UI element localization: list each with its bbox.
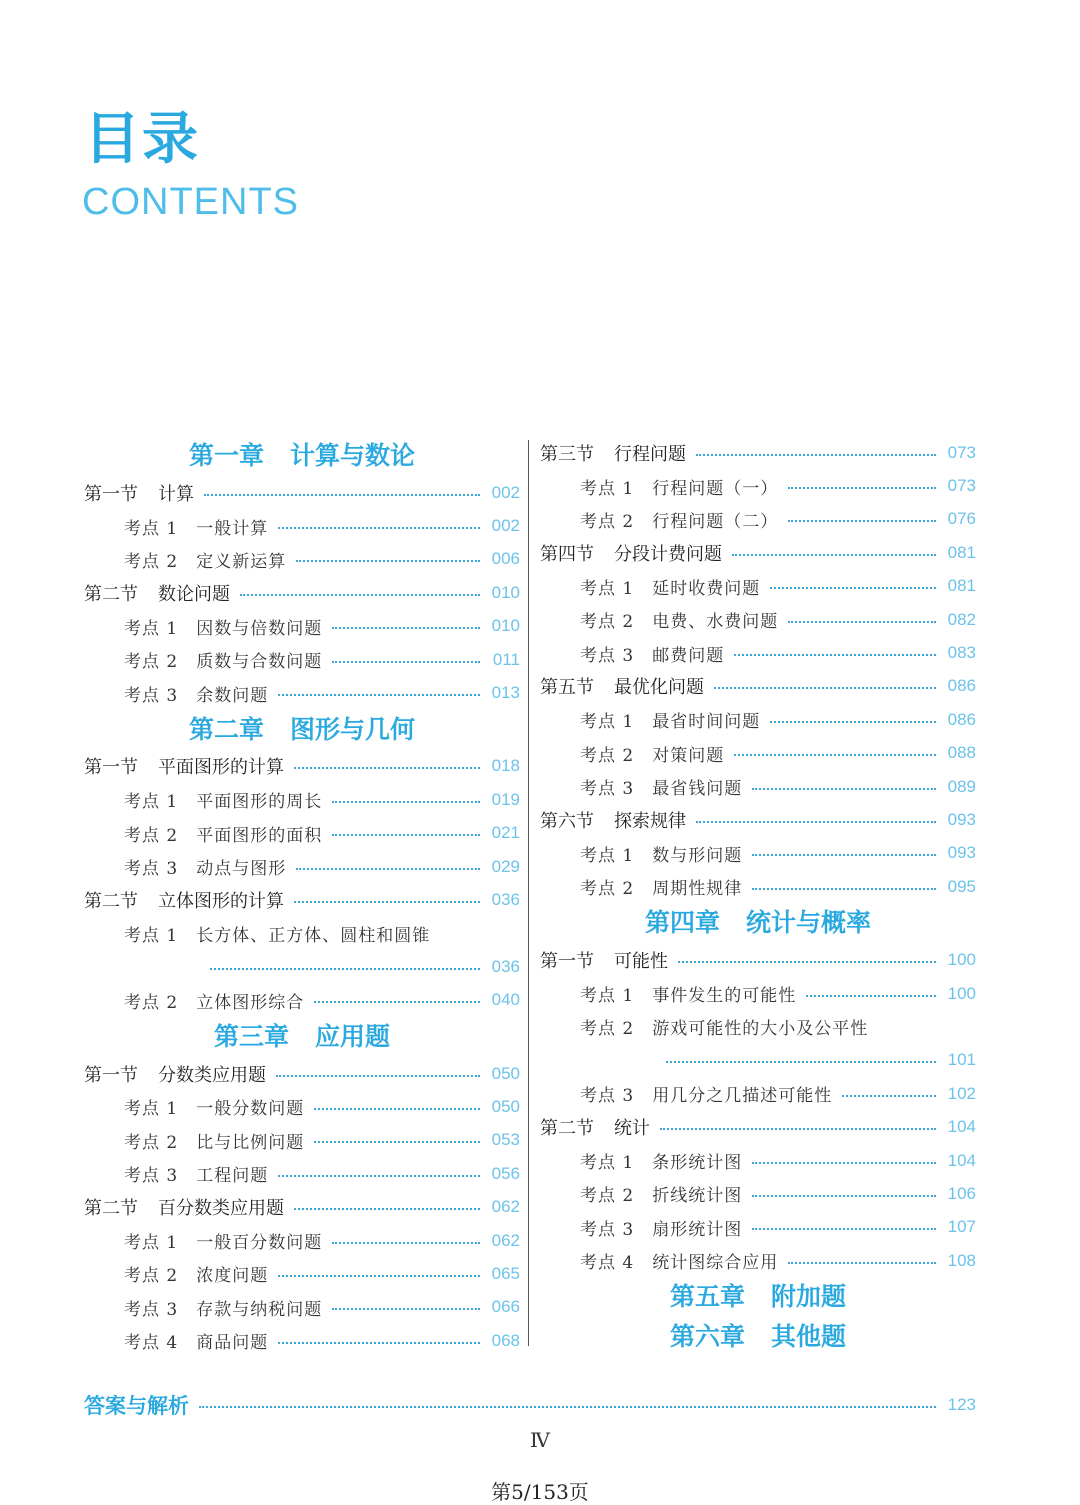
dot-leader <box>788 1262 936 1264</box>
page-number: 101 <box>947 1050 976 1070</box>
toc-section-entry[interactable] <box>84 476 520 509</box>
kaodian-number: 考点 1 <box>580 478 635 499</box>
kaodian-number: 考点 2 <box>124 825 179 846</box>
toc-kaodian-entry[interactable] <box>540 570 976 603</box>
toc-section-entry[interactable] <box>540 670 976 703</box>
toc-kaodian-entry[interactable] <box>540 977 976 1010</box>
kaodian-title: 比与比例问题 <box>196 1132 305 1153</box>
page-number: 123 <box>947 1395 976 1414</box>
dot-leader <box>770 721 936 723</box>
toc-left-column <box>84 436 520 1357</box>
page-number: 106 <box>947 1183 976 1203</box>
page-number: 073 <box>947 476 976 496</box>
dot-leader <box>314 1001 480 1003</box>
dot-leader <box>332 1242 480 1244</box>
dot-leader <box>678 961 936 963</box>
kaodian-title: 定义新运算 <box>196 551 287 572</box>
kaodian-number: 考点 3 <box>580 645 635 666</box>
section-title: 平面图形的计算 <box>158 757 284 779</box>
page-number: 107 <box>947 1217 976 1237</box>
dot-leader <box>788 487 936 489</box>
toc-entry-answers[interactable] <box>84 1390 976 1420</box>
toc-kaodian-entry[interactable] <box>84 643 520 676</box>
kaodian-number: 考点 3 <box>580 1219 635 1240</box>
kaodian-title: 扇形统计图 <box>652 1219 743 1240</box>
kaodian-number: 考点 1 <box>124 618 179 639</box>
toc-kaodian-entry[interactable] <box>540 636 976 669</box>
kaodian-number: 考点 3 <box>124 859 179 880</box>
section-number: 第四节 <box>540 543 594 565</box>
dot-leader <box>278 1175 480 1177</box>
kaodian-number: 考点 2 <box>124 1266 179 1287</box>
page-number: 010 <box>491 582 520 602</box>
page-title: 目录 <box>84 107 200 172</box>
toc-kaodian-entry[interactable] <box>540 503 976 536</box>
page-number: 019 <box>491 789 520 809</box>
page-number: 081 <box>947 542 976 562</box>
kaodian-title: 立体图形综合 <box>196 992 305 1013</box>
page-number: 100 <box>947 983 976 1003</box>
kaodian-number: 考点 2 <box>580 745 635 766</box>
dot-leader <box>314 1108 480 1110</box>
section-title: 计算 <box>158 483 194 505</box>
chapter-heading <box>540 1277 976 1317</box>
toc-section-entry[interactable] <box>84 750 520 783</box>
page-number: 086 <box>947 676 976 696</box>
toc-kaodian-entry[interactable] <box>84 1124 520 1157</box>
dot-leader <box>734 654 936 656</box>
chapter-title: 图形与几何 <box>290 714 416 744</box>
toc-kaodian-entry[interactable] <box>540 770 976 803</box>
kaodian-title: 用几分之几描述可能性 <box>652 1086 833 1107</box>
kaodian-number: 考点 1 <box>580 1153 635 1173</box>
page-number: 050 <box>491 1063 520 1083</box>
kaodian-number: 考点 4 <box>580 1253 635 1274</box>
kaodian-title: 最省钱问题 <box>652 779 743 800</box>
chapter-number: 第六章 <box>669 1322 745 1352</box>
dot-leader <box>314 1141 480 1143</box>
page-number: 006 <box>491 549 520 569</box>
dot-leader <box>752 1195 936 1197</box>
page-number: 050 <box>491 1096 520 1116</box>
toc-kaodian-entry[interactable] <box>84 783 520 816</box>
kaodian-title: 统计图综合应用 <box>652 1253 779 1274</box>
section-number: 第六节 <box>540 810 594 832</box>
page-number: 068 <box>491 1330 520 1350</box>
page-number: 062 <box>491 1197 520 1217</box>
section-number: 第二节 <box>84 1198 138 1220</box>
section-number: 第一节 <box>84 1064 138 1086</box>
dot-leader <box>294 901 480 903</box>
page-number: 082 <box>947 609 976 629</box>
kaodian-title: 余数问题 <box>196 685 269 706</box>
chapter-number: 第二章 <box>188 714 264 744</box>
dot-leader <box>296 868 480 870</box>
toc-kaodian-entry[interactable] <box>84 1257 520 1290</box>
page-number: 002 <box>491 516 520 536</box>
kaodian-title: 一般计算 <box>196 518 269 539</box>
chapter-heading <box>84 436 520 476</box>
kaodian-title: 游戏可能性的大小及公平性 <box>652 1019 869 1040</box>
kaodian-title: 因数与倍数问题 <box>196 618 323 639</box>
dot-leader <box>714 687 936 689</box>
toc-section-entry[interactable] <box>84 883 520 916</box>
chapter-title: 计算与数论 <box>290 441 416 470</box>
page-number: 100 <box>947 950 976 970</box>
section-title: 可能性 <box>614 951 668 973</box>
kaodian-title: 折线统计图 <box>652 1186 743 1207</box>
dot-leader <box>696 454 936 456</box>
page-number: 093 <box>947 809 976 829</box>
dot-leader <box>770 587 936 589</box>
kaodian-title: 平面图形的面积 <box>196 825 323 846</box>
toc-kaodian-entry[interactable] <box>540 603 976 636</box>
page-subtitle: CONTENTS <box>82 181 299 223</box>
dot-leader <box>666 1061 936 1063</box>
toc-kaodian-entry[interactable] <box>540 1211 976 1244</box>
page-number: 081 <box>947 576 976 596</box>
page-number: 065 <box>491 1263 520 1283</box>
section-title: 数论问题 <box>158 583 230 605</box>
dot-leader <box>332 661 480 663</box>
toc-kaodian-entry[interactable] <box>84 983 520 1016</box>
toc-section-entry[interactable] <box>540 943 976 976</box>
page-number: 056 <box>491 1163 520 1183</box>
chapter-heading <box>84 710 520 750</box>
section-number: 第一节 <box>84 757 138 779</box>
toc-kaodian-entry[interactable] <box>540 1244 976 1277</box>
kaodian-number: 考点 4 <box>124 1333 179 1354</box>
dot-leader <box>752 1228 936 1230</box>
toc-kaodian-entry[interactable] <box>84 1224 520 1257</box>
kaodian-title: 工程问题 <box>196 1166 269 1187</box>
kaodian-title: 平面图形的周长 <box>196 792 323 813</box>
kaodian-number: 考点 1 <box>580 986 635 1007</box>
page-number: 104 <box>947 1117 976 1137</box>
page-number: 053 <box>491 1130 520 1150</box>
dot-leader <box>788 520 936 522</box>
column-divider <box>528 440 529 1346</box>
dot-leader <box>732 554 936 556</box>
page-number: 104 <box>947 1150 976 1170</box>
kaodian-title: 电费、水费问题 <box>652 612 779 633</box>
toc-kaodian-entry[interactable] <box>84 1157 520 1190</box>
kaodian-number: 考点 3 <box>124 685 179 706</box>
toc-kaodian-entry[interactable] <box>540 469 976 502</box>
section-number: 第一节 <box>84 483 138 505</box>
dot-leader <box>294 1208 480 1210</box>
page-number: 021 <box>491 823 520 843</box>
roman-page-number: Ⅳ <box>530 1428 550 1452</box>
toc-kaodian-entry[interactable] <box>540 837 976 870</box>
dot-leader <box>332 627 480 629</box>
dot-leader <box>278 1342 480 1344</box>
kaodian-number: 考点 3 <box>580 779 635 800</box>
kaodian-number: 考点 2 <box>580 1019 635 1040</box>
page-number: 088 <box>947 743 976 763</box>
section-title: 分段计费问题 <box>614 543 722 565</box>
toc-kaodian-entry[interactable] <box>84 1090 520 1123</box>
dot-leader <box>199 1406 936 1408</box>
chapter-title: 其他题 <box>771 1322 847 1352</box>
kaodian-title: 数与形问题 <box>652 845 743 866</box>
toc-kaodian-entry[interactable] <box>540 870 976 903</box>
page-number: 083 <box>947 643 976 663</box>
dot-leader <box>788 621 936 623</box>
kaodian-number: 考点 2 <box>124 652 179 673</box>
page-number: 029 <box>491 856 520 876</box>
toc-kaodian-entry[interactable] <box>540 1144 976 1177</box>
dot-leader <box>806 995 936 997</box>
dot-leader <box>752 854 936 856</box>
dot-leader <box>278 694 480 696</box>
kaodian-title: 商品问题 <box>196 1333 269 1354</box>
section-title: 分数类应用题 <box>158 1064 266 1086</box>
kaodian-number: 考点 1 <box>124 1099 179 1120</box>
answers-title: 答案与解析 <box>84 1394 189 1418</box>
kaodian-title: 行程问题（一） <box>652 478 779 499</box>
page-number: 018 <box>491 756 520 776</box>
toc-kaodian-entry[interactable] <box>84 676 520 709</box>
toc-right-column <box>540 436 976 1357</box>
kaodian-title: 行程问题（二） <box>652 511 779 532</box>
toc-kaodian-entry[interactable] <box>540 1177 976 1210</box>
dot-leader <box>332 1308 480 1310</box>
toc-kaodian-entry[interactable] <box>540 1077 976 1110</box>
chapter-title: 应用题 <box>315 1021 391 1051</box>
dot-leader <box>734 754 936 756</box>
kaodian-number: 考点 2 <box>580 1186 635 1207</box>
toc-section-entry[interactable] <box>540 803 976 836</box>
toc-kaodian-entry[interactable] <box>84 1291 520 1324</box>
section-number: 第五节 <box>540 677 594 699</box>
kaodian-title: 延时收费问题 <box>652 578 761 599</box>
page-number: 010 <box>491 616 520 636</box>
toc-kaodian-entry[interactable] <box>540 703 976 736</box>
page-number: 013 <box>491 683 520 703</box>
dot-leader <box>294 767 480 769</box>
page-number: 093 <box>947 843 976 863</box>
dot-leader <box>210 968 480 970</box>
page-number: 040 <box>491 990 520 1010</box>
toc-kaodian-entry[interactable] <box>540 1010 976 1043</box>
toc-section-entry[interactable] <box>84 1057 520 1090</box>
dot-leader <box>296 560 480 562</box>
toc-section-entry[interactable] <box>540 536 976 569</box>
kaodian-title: 动点与图形 <box>196 859 287 880</box>
kaodian-title: 一般分数问题 <box>196 1099 305 1120</box>
page-number: 062 <box>491 1230 520 1250</box>
kaodian-number: 考点 2 <box>124 1132 179 1153</box>
dot-leader <box>204 494 480 496</box>
chapter-title: 附加题 <box>771 1282 847 1312</box>
kaodian-title: 邮费问题 <box>652 645 725 666</box>
kaodian-title: 条形统计图 <box>652 1153 743 1173</box>
dot-leader <box>278 1275 480 1277</box>
kaodian-title: 浓度问题 <box>196 1266 269 1287</box>
page-number: 095 <box>947 876 976 896</box>
dot-leader <box>696 821 936 823</box>
kaodian-title: 周期性规律 <box>652 879 743 900</box>
toc-section-entry[interactable] <box>540 436 976 469</box>
kaodian-title: 存款与纳税问题 <box>196 1299 323 1320</box>
section-title: 统计 <box>614 1118 650 1140</box>
kaodian-number: 考点 1 <box>580 578 635 599</box>
kaodian-title: 一般百分数问题 <box>196 1233 323 1253</box>
page-number: 066 <box>491 1297 520 1317</box>
kaodian-number: 考点 2 <box>580 612 635 633</box>
section-title: 最优化问题 <box>614 677 704 699</box>
chapter-heading <box>540 903 976 943</box>
kaodian-title: 事件发生的可能性 <box>652 986 797 1007</box>
toc-kaodian-entry[interactable] <box>84 509 520 542</box>
section-number: 第二节 <box>84 890 138 912</box>
page-number: 086 <box>947 709 976 729</box>
page-number: 076 <box>947 509 976 529</box>
chapter-number: 第一章 <box>188 441 264 470</box>
chapter-heading <box>84 1017 520 1057</box>
kaodian-title: 长方体、正方体、圆柱和圆锥 <box>196 925 431 946</box>
chapter-heading <box>540 1317 976 1357</box>
kaodian-number: 考点 1 <box>124 518 179 539</box>
kaodian-number: 考点 2 <box>124 551 179 572</box>
kaodian-number: 考点 1 <box>124 1233 179 1253</box>
section-title: 立体图形的计算 <box>158 890 284 912</box>
chapter-title: 统计与概率 <box>746 908 872 938</box>
dot-leader <box>276 1075 480 1077</box>
section-number: 第三节 <box>540 443 594 465</box>
toc-section-entry[interactable] <box>540 1110 976 1143</box>
toc-kaodian-continuation[interactable] <box>540 1044 976 1077</box>
toc-kaodian-entry[interactable] <box>84 850 520 883</box>
toc-kaodian-continuation[interactable] <box>84 950 520 983</box>
kaodian-number: 考点 3 <box>124 1166 179 1187</box>
page-number: 102 <box>947 1083 976 1103</box>
page-number: 073 <box>947 442 976 462</box>
dot-leader <box>660 1128 936 1130</box>
toc-section-entry[interactable] <box>84 576 520 609</box>
section-number: 第二节 <box>84 583 138 605</box>
dot-leader <box>332 834 480 836</box>
page-number: 036 <box>491 889 520 909</box>
kaodian-number: 考点 3 <box>124 1299 179 1320</box>
chapter-number: 第四章 <box>644 908 720 938</box>
kaodian-title: 最省时间问题 <box>652 712 761 733</box>
toc-kaodian-entry[interactable] <box>84 917 520 950</box>
section-number: 第二节 <box>540 1118 594 1140</box>
page-indicator: 第5/153页 <box>491 1480 589 1504</box>
section-title: 行程问题 <box>614 443 686 465</box>
kaodian-number: 考点 3 <box>580 1086 635 1107</box>
page-number: 036 <box>491 956 520 976</box>
toc-kaodian-entry[interactable] <box>84 543 520 576</box>
kaodian-number: 考点 2 <box>124 992 179 1013</box>
kaodian-number: 考点 1 <box>580 845 635 866</box>
dot-leader <box>278 527 480 529</box>
dot-leader <box>332 801 480 803</box>
page-number: 108 <box>947 1250 976 1270</box>
kaodian-number: 考点 1 <box>124 792 179 813</box>
section-number: 第一节 <box>540 951 594 973</box>
kaodian-title: 对策问题 <box>652 745 725 766</box>
dot-leader <box>240 594 480 596</box>
page-number: 011 <box>492 649 520 669</box>
toc-kaodian-entry[interactable] <box>84 817 520 850</box>
kaodian-title: 质数与合数问题 <box>196 652 323 673</box>
section-title: 百分数类应用题 <box>158 1198 284 1220</box>
kaodian-number: 考点 1 <box>124 925 179 946</box>
toc-section-entry[interactable] <box>84 1190 520 1223</box>
chapter-number: 第五章 <box>669 1282 745 1312</box>
toc-kaodian-entry[interactable] <box>84 1324 520 1357</box>
chapter-number: 第三章 <box>213 1021 289 1051</box>
dot-leader <box>752 888 936 890</box>
dot-leader <box>752 788 936 790</box>
page-number: 002 <box>491 482 520 502</box>
dot-leader <box>842 1095 936 1097</box>
kaodian-number: 考点 1 <box>580 712 635 733</box>
kaodian-number: 考点 2 <box>580 511 635 532</box>
toc-kaodian-entry[interactable] <box>540 737 976 770</box>
section-title: 探索规律 <box>614 810 686 832</box>
page-number: 089 <box>947 776 976 796</box>
kaodian-number: 考点 2 <box>580 879 635 900</box>
dot-leader <box>752 1162 936 1164</box>
toc-kaodian-entry[interactable] <box>84 610 520 643</box>
